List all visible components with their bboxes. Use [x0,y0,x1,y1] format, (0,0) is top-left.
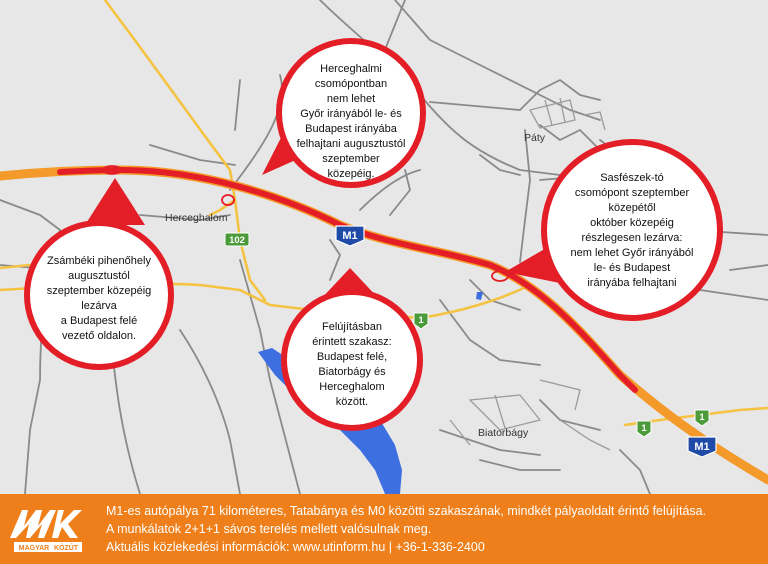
callout-felujitas-line: Biatorbágy és [318,366,386,378]
shield-1-right-a-label: 1 [641,423,647,434]
callout-herceghalmi-line: csomópontban [314,78,388,90]
callout-zsambeki-line: vezető oldalon. [62,330,136,342]
callout-herceghalmi-line: Budapest irányába [305,123,397,135]
shield-1-center-label: 1 [418,315,424,326]
callout-herceghalmi-line: nem lehet [326,93,376,105]
callout-sasfeszek-line: közepétől [608,202,656,214]
callout-felujitas-line: között. [335,396,369,408]
callout-zsambeki-line: szeptember közepéig [46,285,152,297]
callout-felujitas-line: Budapest felé, [316,351,388,363]
shield-1-right-b-label: 1 [699,412,705,423]
footer-text [106,502,766,556]
place-paty: Páty [524,132,546,144]
callout-sasfeszek-line: részlegesen lezárva: [581,232,683,244]
callout-zsambeki-line: a Budapest felé [60,315,138,327]
callout-sasfeszek-line: Sasfészek-tó [600,172,664,184]
footer [0,494,768,564]
shield-102 [225,233,249,246]
callout-sasfeszek-line: le- és Budapest [593,262,671,274]
place-herceghalom: Herceghalom [165,212,228,224]
callout-sasfeszek-line: csomópont szeptember [574,187,690,199]
magyar-kozut-logo [8,504,88,554]
footer-line-2: A munkálatok 2+1+1 sávos terelés mellett valósulnak meg. [106,522,432,536]
callout-herceghalmi-line: Herceghalmi [320,63,382,75]
callout-zsambeki-line: augusztustól [68,270,130,282]
callout-zsambeki-line: Zsámbéki pihenőhely [47,255,151,267]
callout-sasfeszek-line: október közepéig [590,217,674,229]
shield-102-label: 102 [229,235,245,246]
callout-zsambeki-line: lezárva [81,300,117,312]
shield-m1-lower-label: M1 [694,441,710,453]
callout-sasfeszek-line: nem lehet Győr irányából [570,247,694,259]
logo-text-right: KÖZÚT [53,545,79,552]
callout-sasfeszek-line: irányába felhajtani [587,277,677,289]
place-biatorbagy: Biatorbágy [478,427,529,439]
callout-felujitas-line: érintett szakasz: [312,336,392,348]
shield-m1-upper-label: M1 [342,230,358,242]
callout-herceghalmi-line: szeptember [322,153,380,165]
footer-line-3: Aktuális közlekedési információk: www.utinform.hu | +36-1-336-2400 [106,540,485,554]
logo-text-left: MAGYAR [18,545,50,552]
callout-herceghalmi-line: Győr irányából le- és [300,108,402,120]
callout-felujitas-line: Herceghalom [319,381,385,393]
callout-felujitas-line: Felújításban [322,321,382,333]
footer-line-1: M1-es autópálya 71 kilométeres, Tatabánya és M0 közötti szakaszának, mindkét pályaoldalt érintő felújítása. [106,504,707,518]
callout-herceghalmi-line: felhajtani augusztustól [296,138,406,150]
callout-herceghalmi-line: közepéig. [327,168,375,180]
